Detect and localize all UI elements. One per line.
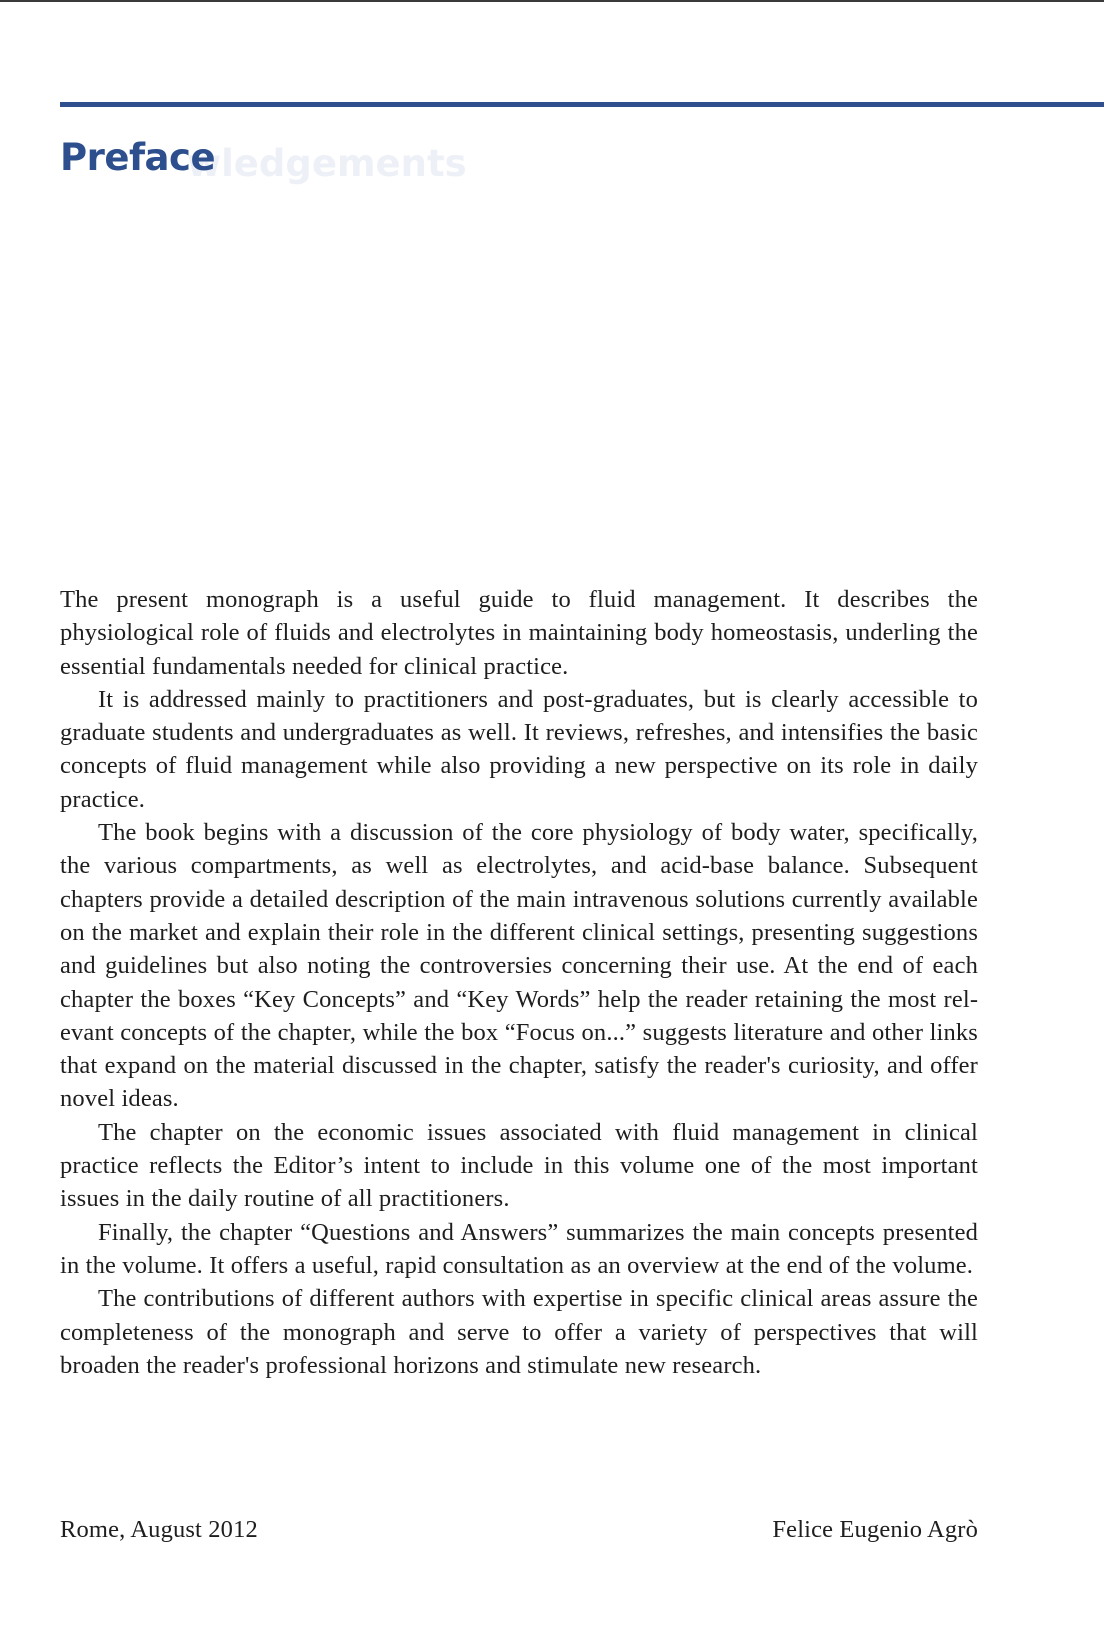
author-name: Felice Eugenio Agrò — [772, 1516, 978, 1543]
page-title: Preface — [60, 136, 216, 179]
paragraph-4: The chapter on the economic issues associated with fluid management in clinical practice reflects the Editor’s intent to include in this volume one of the most important issues in the daily routine of all practitioners. — [60, 1118, 978, 1213]
paragraph-6: The contributions of different authors with expertise in specific clinical areas assure the completeness of the monograph and serve to offer a variety of perspectives that will broaden the reader's professional horizons and stimulate new research. — [60, 1285, 978, 1379]
header-rule — [60, 102, 1104, 107]
signature-line — [60, 1513, 978, 1546]
page-top-edge — [0, 0, 1104, 2]
preface-body — [60, 583, 978, 1382]
paragraph-3: The book begins with a discussion of the core physiology of body water, specifically, the various compartments, as well as electrolytes, and acid-base balance. Subsequent chapters provide a detailed description of the main intravenous solutions currently available on the market and explain their role in the different clinical settings, presenting suggestions and guidelines but also noting the controversies concerning their use. At the end of each chapter the boxes “Key Concepts” and “Key Words” help the reader retaining the most relevant concepts of the chapter, while the box “Focus on...” suggests literature and other links that expand on the material discussed in the chapter, satisfy the reader's curiosity, and offer novel ideas. — [60, 819, 978, 1113]
paragraph-1: The present monograph is a useful guide to fluid management. It describes the physiological role of fluids and electrolytes in maintaining body homeostasis, underling the essential fundamentals needed for clinical practice. — [60, 586, 978, 680]
bleed-through-heading-tail: wledgements — [186, 142, 467, 185]
place-date: Rome, August 2012 — [60, 1516, 258, 1543]
paragraph-5: Finally, the chapter “Questions and Answers” summarizes the main concepts presented in the volume. It offers a useful, rapid consultation as an overview at the end of the volume. — [60, 1218, 978, 1279]
paragraph-2: It is addressed mainly to practitioners and post-graduates, but is clearly accessible to graduate students and undergraduates as well. It reviews, refreshes, and intensifies the basic concepts of fluid management while also providing a new perspective on its role in daily practice. — [60, 685, 978, 813]
